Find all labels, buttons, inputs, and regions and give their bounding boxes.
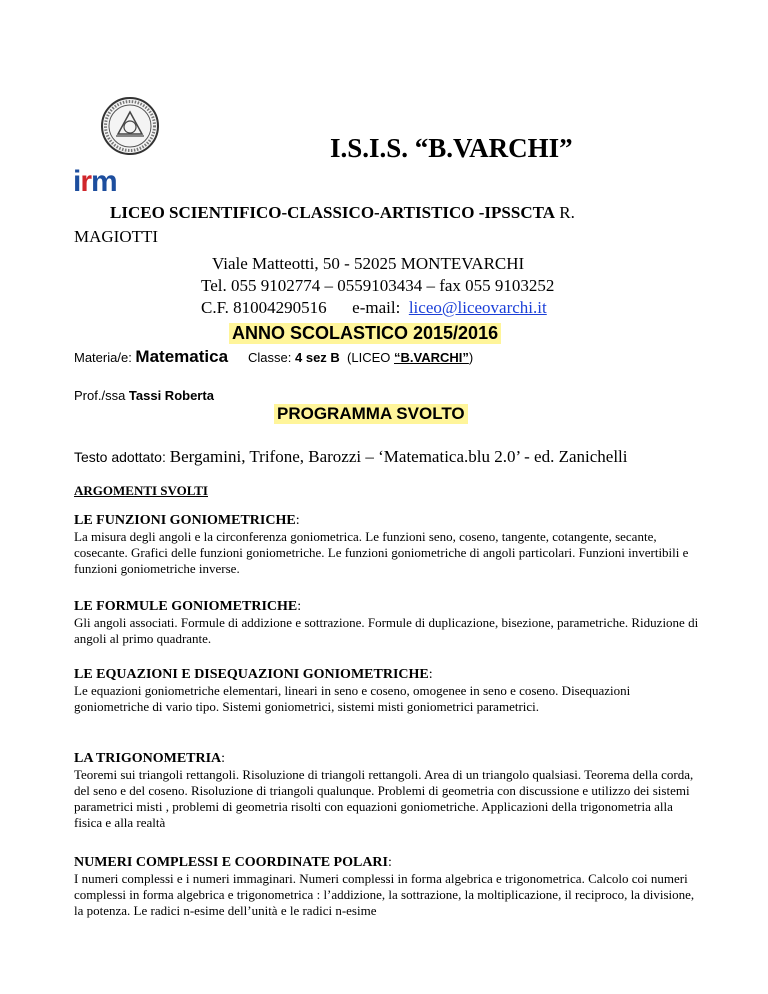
topic-text: I numeri complessi e i numeri immaginari. Numeri complessi in forma algebrica e trigonometrica. Calcolo coi numeri complessi in forma algebrica e trigonometrica : l’addizione, la sottrazione, la moltiplicazione, il reciproco, la divisione, la potenza. Le radici n-esime dell’unità e le radici n-esime (74, 871, 695, 918)
materia-label: Materia/e: (74, 350, 136, 365)
materia-value: Matematica (135, 347, 229, 366)
classe-value: 4 sez B (295, 350, 340, 365)
address: Viale Matteotti, 50 - 52025 MONTEVARCHI (212, 254, 525, 273)
topic-text: La misura degli angoli e la circonferenza goniometrica. Le funzioni seno, coseno, tangente, cotangente, secante, cosecante. Grafici delle funzioni goniometriche. Le funzioni goniometriche di angoli particolari. Funzioni invertibili e funzioni goniometriche inverse. (74, 529, 689, 576)
topic-text: Le equazioni goniometriche elementari, lineari in seno e coseno, omogenee in seno e coseno. Disequazioni goniometriche di vario tipo. Sistemi goniometrici, sistemi misti goniometrici parametrici. (74, 683, 631, 714)
prof-label: Prof./ssa (74, 388, 129, 403)
textbook-value: Bergamini, Trifone, Barozzi – ‘Matematica.blu 2.0’ - ed. Zanichelli (169, 447, 628, 466)
liceo-name: LICEO SCIENTIFICO-CLASSICO-ARTISTICO -IPSSCTA (110, 203, 555, 222)
liceo-heading (110, 203, 575, 223)
fiscal-code: C.F. 81004290516 e-mail: (201, 298, 409, 317)
topic-heading: LA TRIGONOMETRIA: (74, 751, 226, 766)
fiscal-code-email (201, 298, 547, 318)
subject-class-row (74, 347, 473, 367)
topic-section (74, 598, 704, 647)
topic-heading: LE FUNZIONI GONIOMETRICHE: (74, 513, 300, 528)
programma-title: PROGRAMMA SVOLTO (274, 404, 468, 424)
topic-heading: NUMERI COMPLESSI E COORDINATE POLARI: (74, 855, 392, 870)
phone: Tel. 055 9102774 – 0559103434 – fax 055 9103252 (201, 276, 555, 295)
email-link[interactable]: liceo@liceovarchi.it (408, 298, 547, 317)
topic-text: Gli angoli associati. Formule di addizione e sottrazione. Formule di duplicazione, bisezione, parametriche. Riduzione di angoli al primo quadrante. (74, 615, 699, 646)
topic-section (74, 854, 704, 919)
school-name: I.S.I.S. “B.VARCHI” (330, 133, 573, 163)
topic-section (74, 666, 704, 715)
school-seal-icon (100, 96, 160, 156)
irm-logo: irm (73, 165, 117, 198)
classe-label: Classe: (248, 350, 295, 365)
liceo-class-name: “B.VARCHI” (394, 350, 469, 365)
liceo-open: (LICEO (339, 350, 394, 365)
topic-heading: LE FORMULE GONIOMETRICHE: (74, 599, 302, 614)
textbook-row (74, 447, 628, 467)
topics-heading: ARGOMENTI SVOLTI (74, 483, 208, 498)
prof-name: Tassi Roberta (128, 388, 214, 403)
teacher-row (74, 388, 214, 403)
liceo-heading-cont: MAGIOTTI (74, 227, 159, 246)
liceo-close: ) (468, 350, 474, 365)
topic-section (74, 750, 704, 831)
school-year: ANNO SCOLASTICO 2015/2016 (229, 323, 501, 344)
topic-text: Teoremi sui triangoli rettangoli. Risoluzione di triangoli rettangoli. Area di un triangolo qualsiasi. Teorema della corda, del seno e del coseno. Risoluzione di triangoli qualunque. Problemi di geometria con discussione e utilizzo dei sistemi parametrici misti , problemi di geometria risolti con equazioni goniometriche. Applicazioni della trigonometria alla fisica e alla realtà (74, 767, 694, 830)
topic-heading: LE EQUAZIONI E DISEQUAZIONI GONIOMETRICHE: (74, 667, 433, 682)
liceo-name-suffix: R. (554, 203, 575, 222)
textbook-label: Testo adottato: (74, 449, 170, 465)
topic-section (74, 512, 704, 577)
